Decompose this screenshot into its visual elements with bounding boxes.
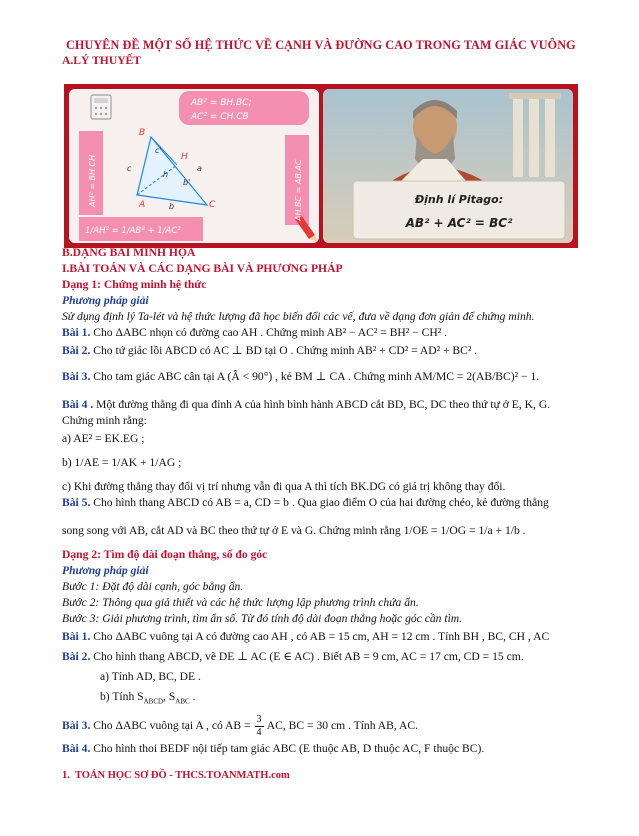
svg-text:1/AH² = 1/AB² + 1/AC²: 1/AH² = 1/AB² + 1/AC²	[85, 226, 181, 236]
svg-text:a: a	[197, 164, 202, 173]
dang2-bai2-b: b) Tính $S_{ABCD}$, $S_{ABC}$ .	[100, 690, 196, 706]
svg-text:AH² = BH.CH: AH² = BH.CH	[88, 154, 97, 207]
svg-text:C: C	[209, 200, 216, 210]
formula-panel	[69, 89, 319, 243]
pythagoras-panel	[323, 89, 573, 243]
svg-text:b: b	[169, 202, 175, 211]
svg-text:AH.BC = AB.AC: AH.BC = AB.AC	[294, 159, 303, 221]
svg-text:b': b'	[183, 178, 191, 187]
dang1-bai5: Bài 5. Cho hình thang ABCD có AB = a, CD = b . Qua giao điểm O của hai đường chéo, kẻ đường thẳng	[62, 496, 549, 509]
dang2-step3: Bước 3: Giải phương trình, tìm ẩn số. Từ đó tính độ dài đoạn thẳng hoặc góc cần tìm.	[62, 612, 463, 625]
svg-text:AB² + AC² = BC²: AB² + AC² = BC²	[405, 216, 513, 230]
dang1-bai4-c: c) Khi đường thẳng thay đổi vị trí nhưng vẫn đi qua A thì tích BK.DG có giá trị không thay đổi.	[62, 480, 506, 493]
section-a-heading: A.LÝ THUYẾT	[62, 54, 142, 67]
section-b-heading: B.DẠNG BÀI MINH HỌA	[62, 246, 196, 259]
svg-text:c': c'	[155, 146, 162, 155]
triangle-diagram	[69, 89, 319, 243]
dang1-bai2: Bài 2. Cho tứ giác lồi ABCD có AC ⊥ BD tại O . Chứng minh AB² + CD² = AD² + BC² .	[62, 344, 478, 357]
dang2-bai4: Bài 4. Cho hình thoi BEDF nội tiếp tam giác ABC (E thuộc AB, D thuộc AC, F thuộc BC).	[62, 742, 485, 755]
svg-text:AB² = BH.BC;: AB² = BH.BC;	[191, 98, 252, 108]
dang1-bai4: Bài 4 . Một đường thẳng đi qua đỉnh A của hình bình hành ABCD cắt BD, BC, DC theo thứ tự ở E, K, G.	[62, 398, 551, 411]
footer-text: TOÁN HỌC SƠ ĐỒ - THCS.TOANMATH.com	[74, 770, 290, 781]
dang1-bai4-a: a) AE² = EK.EG ;	[62, 432, 145, 445]
svg-text:c: c	[127, 164, 132, 173]
dang2-method-label: Phương pháp giải	[62, 564, 149, 577]
section-i-heading: I.BÀI TOÁN VÀ CÁC DẠNG BÀI VÀ PHƯƠNG PHÁP	[62, 262, 343, 275]
dang1-bai1: Bài 1. Cho ΔABC nhọn có đường cao AH . Chứng minh AB² − AC² = BH² − CH² .	[62, 326, 447, 339]
dang2-step1: Bước 1: Đặt độ dài cạnh, góc bằng ẩn.	[62, 580, 244, 593]
page-footer: 1. TOÁN HỌC SƠ ĐỒ - THCS.TOANMATH.com	[62, 770, 290, 781]
svg-text:B: B	[139, 128, 146, 138]
page-number: 1	[62, 770, 68, 781]
dang1-bai4-intro: Chứng minh rằng:	[62, 414, 147, 427]
dang2-bai1: Bài 1. Cho ΔABC vuông tại A có đường cao AH , có AB = 15 cm, AH = 12 cm . Tính BH , BC, CH , AC	[62, 630, 550, 643]
dang1-title: Dạng 1: Chứng minh hệ thức	[62, 278, 207, 291]
svg-text:Định lí Pitago:: Định lí Pitago:	[414, 193, 504, 206]
dang1-bai4-b: b) 1/AE = 1/AK + 1/AG ;	[62, 456, 182, 469]
theory-banner	[64, 84, 578, 248]
dang1-bai5-cont: song song với AB, cắt AD và BC theo thứ tự ở E và G. Chứng minh rằng 1/OE = 1/OG = 1/a + 1/b .	[62, 524, 526, 537]
svg-text:AC² = CH.CB: AC² = CH.CB	[191, 112, 249, 122]
document-title: CHUYÊN ĐỀ MỘT SỐ HỆ THỨC VỀ CẠNH VÀ ĐƯỜNG CAO TRONG TAM GIÁC VUÔNG	[66, 38, 576, 52]
dang2-step2: Bước 2: Thông qua giả thiết và các hệ thức lượng lập phương trình chứa ẩn.	[62, 596, 419, 609]
pythagoras-portrait	[323, 89, 573, 243]
bai5-formula: 1/OE = 1/OG = 1/a + 1/b .	[403, 524, 526, 537]
dang1-method-text: Sử dụng định lý Ta-lét và hệ thức lượng đã học biến đổi các vế, đưa về dạng đơn giản để chứng minh.	[62, 310, 535, 323]
svg-text:A: A	[139, 200, 146, 210]
dang1-method-label: Phương pháp giải	[62, 294, 149, 307]
svg-text:h: h	[163, 170, 169, 179]
svg-text:H: H	[181, 152, 188, 162]
dang2-bai3: Bài 3. Cho ΔABC vuông tại A , có AB = $\frac{3}{4}$ AC, BC = 30 cm . Tính AB, AC.	[62, 714, 419, 738]
bai3-formula: AM/MC = 2(AB/BC)² − 1.	[414, 370, 540, 383]
dang2-bai2-a: a) Tính AD, BC, DE .	[100, 670, 201, 683]
dang2-bai2: Bài 2. Cho hình thang ABCD, vẽ DE ⊥ AC (E ∈ AC) . Biết AB = 9 cm, AC = 17 cm, CD = 15 cm.	[62, 650, 524, 663]
dang2-title: Dạng 2: Tìm độ dài đoạn thẳng, số đo góc	[62, 548, 268, 561]
dang1-bai3: Bài 3. Cho tam giác ABC cân tại A (Â < 90°) , kẻ BM ⊥ CA . Chứng minh AM/MC = 2(AB/BC)² − 1.	[62, 370, 540, 383]
